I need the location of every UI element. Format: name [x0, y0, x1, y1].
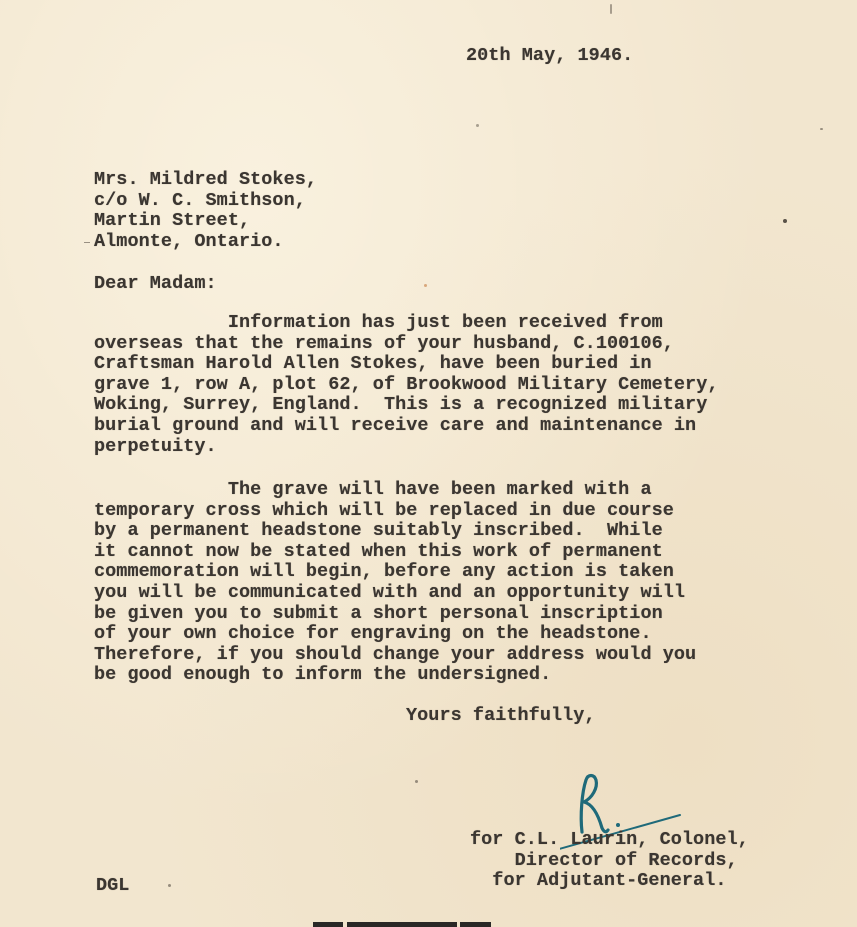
address-line-street: Martin Street,: [94, 210, 251, 232]
paragraph-line: commemoration will begin, before any action is taken: [94, 561, 674, 583]
address-line-name: Mrs. Mildred Stokes,: [94, 169, 318, 190]
paragraph-line: grave 1, row A, plot 62, of Brookwood Military Cemetery,: [94, 373, 719, 395]
paragraph-line: Therefore, if you should change your address would you: [94, 643, 697, 665]
paragraph-line: Woking, Surrey, England. This is a recognized military: [94, 394, 708, 416]
signatory-office-line: for Adjutant-General.: [470, 870, 727, 892]
salutation: Dear Madam:: [94, 273, 217, 294]
paragraph-line: overseas that the remains of your husband, C.100106,: [94, 332, 674, 354]
paragraph-line: temporary cross which will be replaced in due course: [94, 499, 674, 521]
scan-edge-artifact: [313, 922, 343, 927]
paragraph-line: be good enough to inform the undersigned.: [94, 664, 552, 686]
address-line-care-of: c/o W. C. Smithson,: [94, 189, 306, 211]
paragraph-line: perpetuity.: [94, 435, 217, 457]
paper-speck: [610, 4, 612, 14]
signature-block: [470, 830, 749, 892]
paragraph-line: you will be communicated with and an opportunity will: [94, 581, 686, 603]
paragraph-line: The grave will have been marked with a: [94, 479, 652, 500]
paragraph-line: burial ground and will receive care and maintenance in: [94, 414, 697, 436]
recipient-address: [94, 170, 317, 252]
paper-speck: [84, 242, 90, 243]
signatory-line: for C.L. Laurin, Colonel,: [470, 829, 749, 850]
paper-speck: [168, 884, 171, 887]
scan-edge-artifact: [460, 922, 491, 927]
paper-speck: [415, 780, 418, 783]
paragraph-line: Craftsman Harold Allen Stokes, have been buried in: [94, 353, 652, 375]
paragraph-1: [94, 313, 719, 457]
paragraph-line: Information has just been received from: [94, 312, 663, 333]
paragraph-line: it cannot now be stated when this work of permanent: [94, 540, 663, 562]
paragraph-line: of your own choice for engraving on the headstone.: [94, 623, 652, 645]
letter-date: 20th May, 1946.: [466, 45, 634, 66]
scan-edge-artifact: [347, 922, 457, 927]
paragraph-2: [94, 480, 696, 686]
paper-speck: [783, 219, 787, 223]
address-line-city: Almonte, Ontario.: [94, 230, 284, 252]
signatory-title-line: Director of Records,: [470, 849, 738, 871]
paper-speck: [424, 284, 427, 287]
typist-initials: DGL: [96, 875, 130, 896]
closing: Yours faithfully,: [406, 705, 596, 726]
paper-speck: [476, 124, 479, 127]
paragraph-line: by a permanent headstone suitably inscribed. While: [94, 520, 663, 542]
paragraph-line: be given you to submit a short personal inscription: [94, 602, 663, 624]
paper-speck: [820, 128, 823, 130]
